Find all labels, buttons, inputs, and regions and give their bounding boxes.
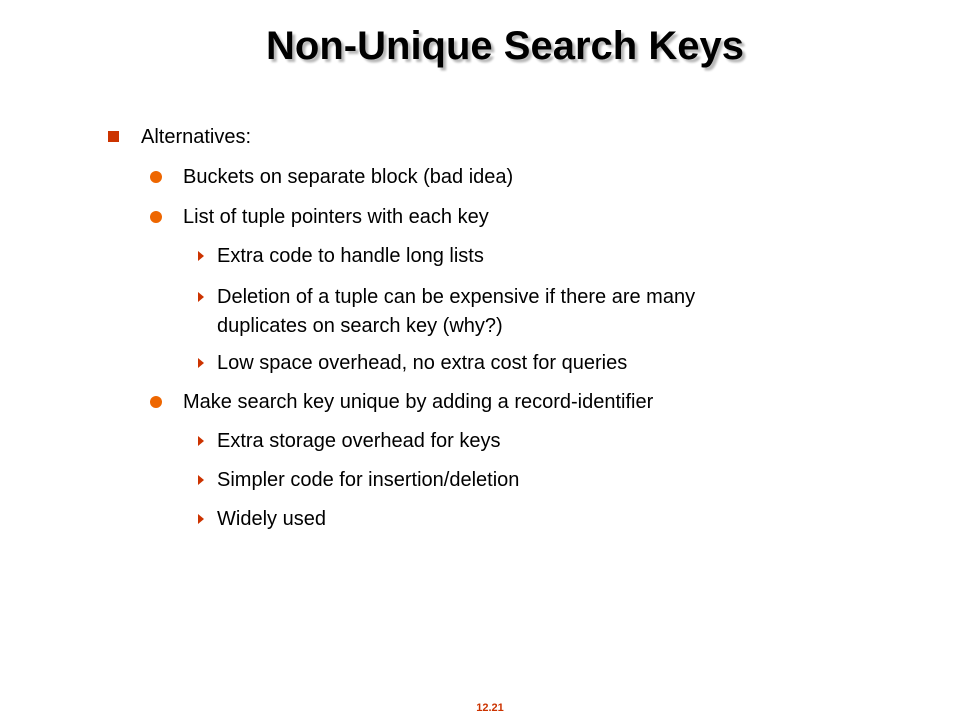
list-item-text: Buckets on separate block (bad idea) [183,166,514,188]
list-item-text: Deletion of a tuple can be expensive if there are many [217,286,696,308]
round-bullet-icon [150,211,162,223]
list-item-text: Extra storage overhead for keys [217,430,501,452]
square-bullet-icon [108,131,119,142]
list-item-text: Low space overhead, no extra cost for queries [217,352,628,374]
page-number: 12.21 [476,702,504,714]
arrow-bullet-icon [198,358,204,368]
arrow-bullet-icon [198,475,204,485]
list-item-text: Widely used [217,508,326,530]
arrow-bullet-icon [198,292,204,302]
arrow-bullet-icon [198,436,204,446]
list-item-text: Make search key unique by adding a record-identifier [183,391,654,413]
arrow-bullet-icon [198,251,204,261]
list-item-text: Alternatives: [141,126,252,148]
round-bullet-icon [150,171,162,183]
slide-title: Non-Unique Search Keys [266,24,744,68]
arrow-bullet-icon [198,514,204,524]
list-item-text: Extra code to handle long lists [217,245,484,267]
list-item-text: List of tuple pointers with each key [183,206,489,228]
list-item-text: Simpler code for insertion/deletion [217,469,520,491]
round-bullet-icon [150,396,162,408]
list-item-text: duplicates on search key (why?) [217,315,503,337]
